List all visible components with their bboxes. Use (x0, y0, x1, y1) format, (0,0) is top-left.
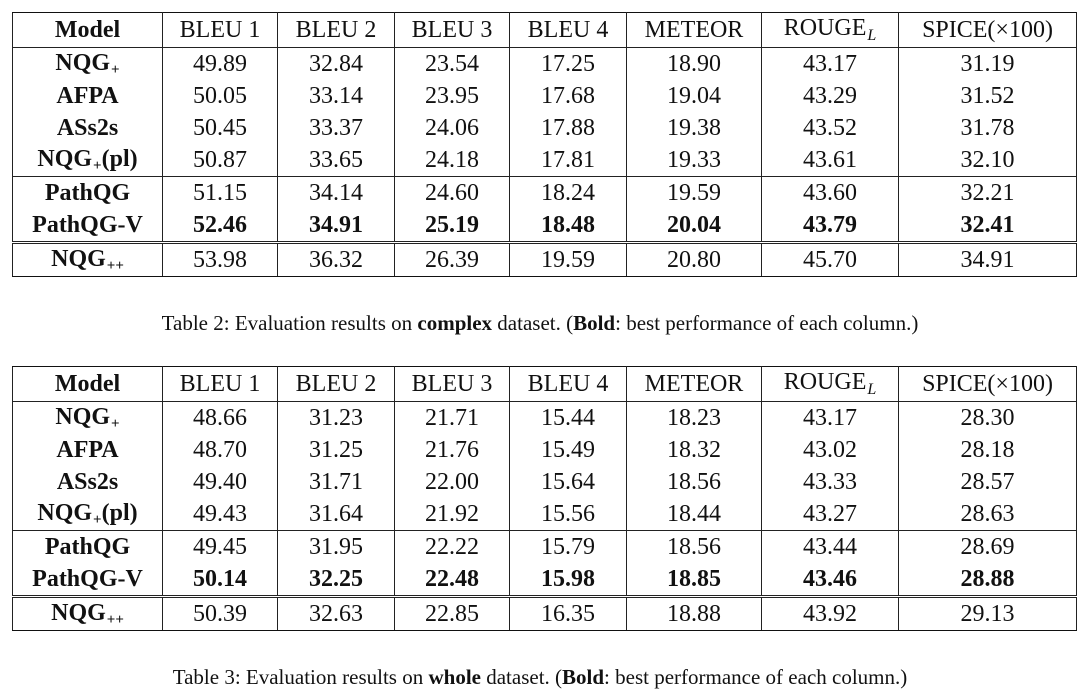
score-cell: 15.98 (510, 563, 627, 597)
score-cell: 53.98 (163, 243, 278, 277)
model-name-subscript: + (111, 415, 120, 432)
score-cell: 50.14 (163, 563, 278, 597)
score-cell: 49.89 (163, 48, 278, 81)
score-cell: 50.45 (163, 112, 278, 144)
col-header-model: Model (13, 367, 163, 402)
caption-bold-dataset: whole (428, 665, 481, 689)
score-cell: 19.04 (627, 80, 762, 112)
score-cell: 18.48 (510, 209, 627, 243)
score-cell: 50.05 (163, 80, 278, 112)
caption-middle: dataset. ( (480, 665, 563, 689)
score-cell: 28.69 (899, 531, 1077, 564)
score-cell: 51.15 (163, 177, 278, 210)
score-cell: 43.27 (762, 498, 899, 531)
score-cell: 22.48 (395, 563, 510, 597)
score-cell: 43.92 (762, 597, 899, 631)
table-row (13, 597, 1077, 631)
score-cell: 26.39 (395, 243, 510, 277)
score-cell: 50.39 (163, 597, 278, 631)
table-header-row (13, 367, 1077, 402)
score-cell: 32.63 (278, 597, 395, 631)
score-cell: 49.45 (163, 531, 278, 564)
col-header-spice: SPICE(×100) (899, 13, 1077, 48)
score-cell: 43.17 (762, 48, 899, 81)
score-cell: 20.80 (627, 243, 762, 277)
caption-bold-word: Bold (573, 311, 616, 335)
table-row (13, 434, 1077, 466)
model-name-subscript: + (111, 61, 120, 78)
table-row (13, 144, 1077, 177)
score-cell: 36.32 (278, 243, 395, 277)
score-cell: 31.25 (278, 434, 395, 466)
score-cell: 45.70 (762, 243, 899, 277)
score-cell: 32.10 (899, 144, 1077, 177)
score-cell: 33.65 (278, 144, 395, 177)
score-cell: 24.06 (395, 112, 510, 144)
table-row (13, 243, 1077, 277)
model-name-cell (13, 434, 163, 466)
model-name-subscript: + (93, 511, 102, 528)
caption-bold-word: Bold (562, 665, 605, 689)
col-header-bleu2: BLEU 2 (278, 13, 395, 48)
col-header-bleu3: BLEU 3 (395, 13, 510, 48)
col-header-bleu4: BLEU 4 (510, 367, 627, 402)
table-row (13, 112, 1077, 144)
model-name-cell (13, 112, 163, 144)
rouge-subscript: L (867, 27, 877, 44)
score-cell: 49.43 (163, 498, 278, 531)
score-cell: 34.91 (278, 209, 395, 243)
score-cell: 24.18 (395, 144, 510, 177)
model-name-cell (13, 563, 163, 597)
score-cell: 31.95 (278, 531, 395, 564)
score-cell: 19.59 (627, 177, 762, 210)
table-row (13, 563, 1077, 597)
score-cell: 18.23 (627, 402, 762, 435)
model-name-cell (13, 498, 163, 531)
score-cell: 31.64 (278, 498, 395, 531)
score-cell: 34.91 (899, 243, 1077, 277)
model-name-cell (13, 402, 163, 435)
score-cell: 28.18 (899, 434, 1077, 466)
model-name-cell (13, 597, 163, 631)
score-cell: 15.64 (510, 466, 627, 498)
model-name-cell (13, 48, 163, 81)
score-cell: 34.14 (278, 177, 395, 210)
model-name: NQG (37, 499, 93, 526)
score-cell: 21.92 (395, 498, 510, 531)
score-cell: 31.19 (899, 48, 1077, 81)
score-cell: 32.84 (278, 48, 395, 81)
results-table-complex (12, 12, 1077, 277)
caption-bold-dataset: complex (417, 311, 493, 335)
model-name: AFPA (56, 82, 119, 109)
score-cell: 28.57 (899, 466, 1077, 498)
rouge-subscript: L (867, 381, 877, 398)
model-name-subscript: ++ (106, 257, 124, 274)
score-cell: 18.32 (627, 434, 762, 466)
score-cell: 28.30 (899, 402, 1077, 435)
score-cell: 22.85 (395, 597, 510, 631)
model-name: PathQG-V (32, 211, 143, 238)
score-cell: 19.33 (627, 144, 762, 177)
score-cell: 33.37 (278, 112, 395, 144)
score-cell: 15.56 (510, 498, 627, 531)
caption-suffix: : best performance of each column.) (604, 665, 908, 689)
score-cell: 20.04 (627, 209, 762, 243)
col-header-rouge (762, 13, 899, 48)
table-caption (0, 665, 1080, 690)
col-header-bleu1: BLEU 1 (163, 13, 278, 48)
table-row (13, 209, 1077, 243)
score-cell: 23.54 (395, 48, 510, 81)
col-header-bleu4: BLEU 4 (510, 13, 627, 48)
caption-suffix: : best performance of each column.) (615, 311, 919, 335)
col-header-meteor: METEOR (627, 13, 762, 48)
score-cell: 18.56 (627, 466, 762, 498)
score-cell: 33.14 (278, 80, 395, 112)
model-name-suffix: (pl) (101, 499, 138, 526)
model-name: NQG (55, 403, 111, 430)
table-row (13, 531, 1077, 564)
model-name: PathQG (44, 179, 131, 206)
table-row (13, 48, 1077, 81)
table-row (13, 177, 1077, 210)
score-cell: 18.56 (627, 531, 762, 564)
score-cell: 17.81 (510, 144, 627, 177)
score-cell: 43.17 (762, 402, 899, 435)
table-caption (0, 311, 1080, 336)
score-cell: 24.60 (395, 177, 510, 210)
score-cell: 43.52 (762, 112, 899, 144)
score-cell: 43.33 (762, 466, 899, 498)
model-name-cell (13, 209, 163, 243)
model-name-cell (13, 466, 163, 498)
score-cell: 22.00 (395, 466, 510, 498)
score-cell: 17.25 (510, 48, 627, 81)
model-name: PathQG (44, 533, 131, 560)
score-cell: 29.13 (899, 597, 1077, 631)
score-cell: 25.19 (395, 209, 510, 243)
score-cell: 43.46 (762, 563, 899, 597)
model-name-subscript: ++ (106, 611, 124, 628)
score-cell: 43.61 (762, 144, 899, 177)
table-row (13, 402, 1077, 435)
score-cell: 16.35 (510, 597, 627, 631)
score-cell: 19.59 (510, 243, 627, 277)
model-name: NQG (51, 245, 106, 272)
caption-prefix: Table 3: Evaluation results on (172, 665, 429, 689)
score-cell: 18.88 (627, 597, 762, 631)
table-body (13, 402, 1077, 631)
model-name: NQG (51, 599, 106, 626)
model-name-suffix: (pl) (101, 145, 138, 172)
model-name: AFPA (56, 436, 119, 463)
model-name: NQG (55, 49, 111, 76)
model-name-cell (13, 144, 163, 177)
score-cell: 43.02 (762, 434, 899, 466)
col-header-rouge (762, 367, 899, 402)
score-cell: 15.79 (510, 531, 627, 564)
col-header-bleu3: BLEU 3 (395, 367, 510, 402)
model-name: ASs2s (56, 468, 119, 495)
results-table-whole (12, 366, 1077, 631)
score-cell: 18.90 (627, 48, 762, 81)
score-cell: 31.78 (899, 112, 1077, 144)
model-name-cell (13, 177, 163, 210)
score-cell: 43.60 (762, 177, 899, 210)
score-cell: 21.71 (395, 402, 510, 435)
score-cell: 48.66 (163, 402, 278, 435)
score-cell: 19.38 (627, 112, 762, 144)
score-cell: 18.44 (627, 498, 762, 531)
score-cell: 52.46 (163, 209, 278, 243)
model-name: PathQG-V (32, 565, 143, 592)
score-cell: 15.44 (510, 402, 627, 435)
rouge-label: ROUGE (783, 15, 867, 41)
score-cell: 28.88 (899, 563, 1077, 597)
score-cell: 23.95 (395, 80, 510, 112)
score-cell: 31.52 (899, 80, 1077, 112)
rouge-label: ROUGE (783, 369, 867, 395)
table-row (13, 80, 1077, 112)
table-row (13, 498, 1077, 531)
score-cell: 31.23 (278, 402, 395, 435)
score-cell: 43.79 (762, 209, 899, 243)
score-cell: 48.70 (163, 434, 278, 466)
score-cell: 43.44 (762, 531, 899, 564)
model-name-subscript: + (93, 157, 102, 174)
model-name-cell (13, 243, 163, 277)
col-header-model: Model (13, 13, 163, 48)
score-cell: 21.76 (395, 434, 510, 466)
table-header-row (13, 13, 1077, 48)
score-cell: 18.85 (627, 563, 762, 597)
score-cell: 32.41 (899, 209, 1077, 243)
score-cell: 50.87 (163, 144, 278, 177)
score-cell: 28.63 (899, 498, 1077, 531)
score-cell: 32.21 (899, 177, 1077, 210)
score-cell: 17.68 (510, 80, 627, 112)
score-cell: 15.49 (510, 434, 627, 466)
col-header-meteor: METEOR (627, 367, 762, 402)
score-cell: 17.88 (510, 112, 627, 144)
model-name-cell (13, 80, 163, 112)
table-row (13, 466, 1077, 498)
score-cell: 22.22 (395, 531, 510, 564)
col-header-bleu1: BLEU 1 (163, 367, 278, 402)
model-name-cell (13, 531, 163, 564)
score-cell: 32.25 (278, 563, 395, 597)
score-cell: 49.40 (163, 466, 278, 498)
score-cell: 31.71 (278, 466, 395, 498)
caption-prefix: Table 2: Evaluation results on (161, 311, 418, 335)
caption-middle: dataset. ( (492, 311, 574, 335)
model-name: ASs2s (56, 114, 119, 141)
col-header-spice: SPICE(×100) (899, 367, 1077, 402)
score-cell: 18.24 (510, 177, 627, 210)
col-header-bleu2: BLEU 2 (278, 367, 395, 402)
score-cell: 43.29 (762, 80, 899, 112)
table-body (13, 48, 1077, 277)
model-name: NQG (37, 145, 93, 172)
